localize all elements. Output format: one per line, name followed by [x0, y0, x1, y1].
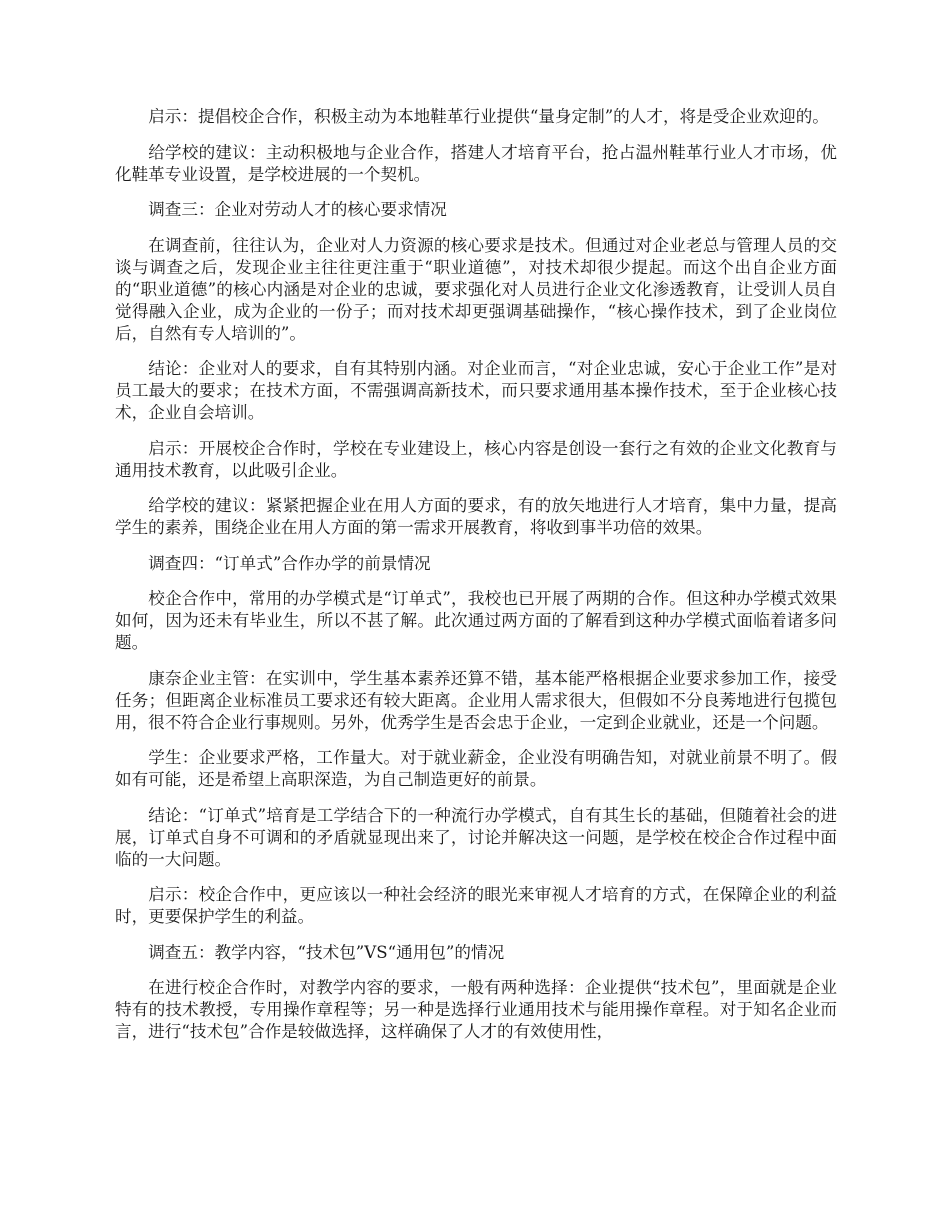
paragraph-enlightenment-2: 启示：开展校企合作时，学校在专业建设上，核心内容是创设一套行之有效的企业文化教育与通用技术教育，以此吸引企业。: [115, 438, 837, 480]
document-page: [115, 106, 837, 1057]
paragraph-school-advice-2: 给学校的建议：紧紧把握企业在用人方面的要求，有的放矢地进行人才培育，集中力量，提高学生的素养，围绕企业在用人方面的第一需求开展教育，将收到事半功倍的效果。: [115, 496, 837, 537]
paragraph-survey-5-body: 在进行校企合作时，对教学内容的要求，一般有两种选择：企业提供“技术包”，里面就是企业特有的技术教授，专用操作章程等；另一种是选择行业通用技术与能用操作章程。对于知名企业而言，进行“技术包”合作是较做选择，这样确保了人才的有效使用性，: [115, 978, 837, 1041]
paragraph-survey-4-body: 校企合作中，常用的办学模式是“订单式”，我校也已开展了两期的合作。但这种办学模式效果如何，因为还未有毕业生，所以不甚了解。此次通过两方面的了解看到这种办学模式面临着诸多问题。: [115, 589, 837, 652]
paragraph-school-advice-1: 给学校的建议：主动积极地与企业合作，搭建人才培育平台，抢占温州鞋革行业人才市场，优化鞋革专业设置，是学校进展的一个契机。: [115, 142, 837, 184]
paragraph-enlightenment-1: 启示：提倡校企合作，积极主动为本地鞋革行业提供“量身定制”的人才，将是受企业欢迎的。: [148, 107, 829, 126]
paragraph-conclusion-2: 结论：“订单式”培育是工学结合下的一种流行办学模式，自有其生长的基础，但随着社会的进展，订单式自身不可调和的矛盾就显现出来了，讨论并解决这一问题，是学校在校企合作过程中面临的一大问题。: [115, 805, 837, 869]
section-heading-survey-3: 调查三：企业对劳动人才的核心要求情况: [148, 200, 447, 219]
section-heading-survey-5: 调查五：教学内容，“技术包”VS“通用包”的情况: [148, 942, 505, 962]
paragraph-student-view: 学生：企业要求严格，工作量大。对于就业薪金，企业没有明确告知，对就业前景不明了。假如有可能，还是希望上高职深造，为自己制造更好的前景。: [115, 748, 837, 789]
paragraph-survey-3-body: 在调查前，往往认为，企业对人力资源的核心要求是技术。但通过对企业老总与管理人员的交谈与调查之后，发现企业主往往更注重于“职业道德”，对技术却很少提起。而这个出自企业方面的“职业道德”的核心内涵是对企业的忠诚，要求强化对人员进行企业文化渗透教育，让受训人员自觉得融入企业，成为企业的一份子；而对技术却更强调基础操作，“核心操作技术，到了企业岗位后，自然有专人培训的”。: [115, 235, 837, 343]
paragraph-kangnai-supervisor: 康奈企业主管：在实训中，学生基本素养还算不错，基本能严格根据企业要求参加工作，接受任务；但距离企业标准员工要求还有较大距离。企业用人需求很大，但假如不分良莠地进行包揽包用，很不符合企业行事规则。另外，优秀学生是否会忠于企业，一定到企业就业，还是一个问题。: [115, 668, 837, 732]
paragraph-enlightenment-3: 启示：校企合作中，更应该以一种社会经济的眼光来审视人才培育的方式，在保障企业的利益时，更要保护学生的利益。: [115, 885, 837, 926]
paragraph-conclusion-1: 结论：企业对人的要求，自有其特别内涵。对企业而言，“对企业忠诚，安心于企业工作”是对员工最大的要求；在技术方面，不需强调高新技术，而只要求通用基本操作技术，至于企业核心技术，企业自会培训。: [115, 359, 837, 422]
section-heading-survey-4: 调查四：“订单式”合作办学的前景情况: [148, 553, 431, 573]
